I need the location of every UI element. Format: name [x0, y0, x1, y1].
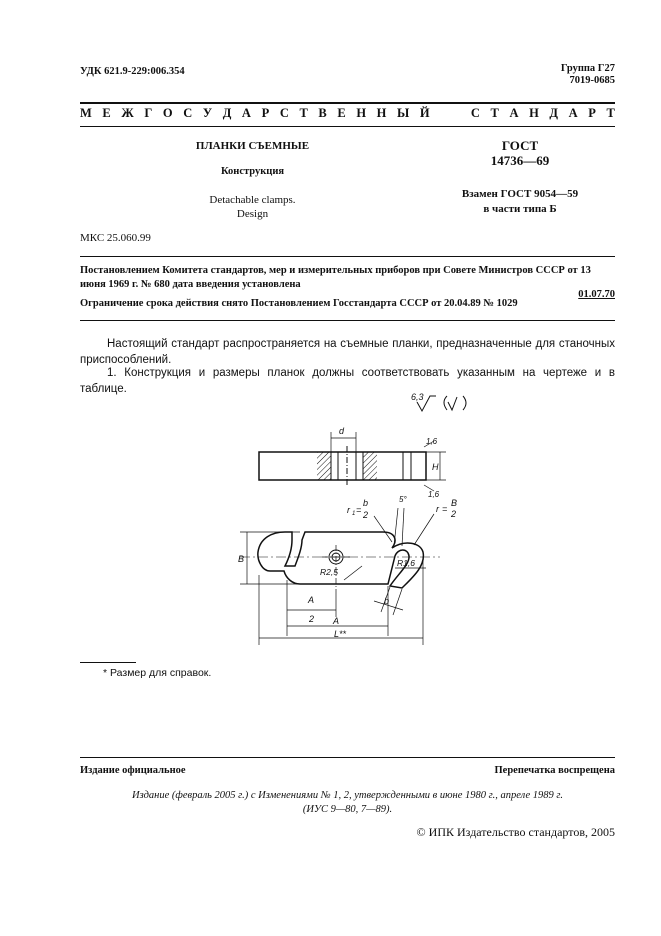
standard-subtitle: Конструкция — [220, 166, 285, 177]
interstate-letter: Т — [606, 106, 615, 120]
interstate-letter: Д — [549, 106, 559, 120]
footnote-rule — [80, 662, 136, 663]
introduction-date: 01.07.70 — [578, 289, 615, 300]
gost-label: ГОСТ — [501, 138, 539, 153]
dim-H: H — [432, 462, 439, 472]
interstate-letter: С — [279, 106, 289, 120]
standard-title: ПЛАНКИ СЪЕМНЫЕ — [195, 140, 310, 152]
radius-r1-sub: 1 — [352, 511, 356, 517]
radius-r1-eq: = — [356, 505, 362, 515]
paragraph-clause-1: 1. Конструкция и размеры планок должны соответствовать указанным на чертеже и в таблице. — [80, 367, 615, 395]
gost-code: 14736—69 — [490, 153, 550, 168]
official-edition: Издание официальное — [80, 765, 186, 776]
interstate-letter: А — [241, 106, 251, 120]
interstate-letter: С — [470, 106, 480, 120]
interstate-letter: Д — [222, 106, 232, 120]
interstate-letter: Р — [588, 106, 596, 120]
angle-5deg: 5° — [399, 495, 407, 504]
replaces-line1: Взамен ГОСТ 9054—59 — [461, 188, 579, 200]
radius-1-6: R1,6 — [397, 558, 415, 568]
resolution-text: Постановлением Комитета стандартов, мер и измерительных приборов при Совете Министров СССР от 13 июня 1969 г. № 680 дата введения установлена — [80, 265, 591, 290]
plan-view — [240, 508, 440, 645]
interstate-letter: Т — [490, 106, 499, 120]
interstate-letter: А — [568, 106, 578, 120]
interstate-letter: А — [509, 106, 519, 120]
replaces-line2: в части типа Б — [483, 203, 557, 215]
radius-2-5: R2,5 — [320, 567, 338, 577]
interstate-letter: Н — [376, 106, 387, 120]
edition-note — [80, 789, 615, 817]
roughness-value: 6,3 — [411, 392, 424, 402]
interstate-letter: Т — [299, 106, 308, 120]
limit-removal-text: Ограничение срока действия снято Постановлением Госстандарта СССР от 20.04.89 № 1029 — [80, 298, 518, 309]
interstate-letter: О — [162, 106, 173, 120]
interstate-letter: С — [183, 106, 193, 120]
okp-code: 7019-0685 — [569, 75, 615, 86]
radius-r1: r — [347, 505, 350, 515]
udk-code: УДК 621.9-229:006.354 — [80, 66, 185, 77]
dim-B: B — [238, 554, 245, 564]
interstate-letter: Е — [337, 106, 346, 120]
paragraph-scope: Настоящий стандарт распространяется на съемные планки, предназначенные для станочных приспособлений. — [80, 338, 615, 366]
dim-A-half-den: 2 — [309, 614, 315, 624]
title-en-line1: Detachable clamps. — [209, 194, 296, 206]
interstate-letter: В — [318, 106, 327, 120]
dim-b: b — [384, 596, 390, 606]
dim-L: L** — [334, 629, 347, 639]
copyright: © ИПК Издательство стандартов, 2005 — [416, 825, 615, 839]
interstate-letter: Е — [102, 106, 111, 120]
group-code: Группа Г27 — [560, 63, 615, 74]
chamfer-bottom: 1,6 — [428, 490, 440, 499]
interstate-letter: М — [80, 106, 92, 120]
dim-A-half-num: A — [308, 595, 315, 605]
interstate-letter: Н — [529, 106, 539, 120]
side-view — [259, 432, 446, 491]
radius-r-eq: = — [442, 504, 448, 514]
edition-line2: (ИУС 9—80, 7—89). — [302, 804, 393, 815]
radius-r1-num: b — [363, 498, 369, 508]
footer-rule — [80, 757, 615, 758]
interstate-letter: Р — [261, 106, 270, 120]
interstate-letter: Й — [419, 106, 430, 120]
reprint-prohibited: Перепечатка воспрещена — [494, 765, 615, 776]
dim-A: A — [333, 616, 340, 626]
interstate-letter: Г — [144, 106, 153, 120]
chamfer-top: 1,6 — [426, 437, 438, 446]
interstate-letter: Н — [356, 106, 367, 120]
edition-line1: Издание (февраль 2005 г.) с Изменениями № 1, 2, утвержденными в июне 1980 г., апреле 1989 г. — [132, 790, 563, 801]
radius-r-num: B — [451, 498, 458, 508]
mks-code: МКС 25.060.99 — [80, 232, 151, 244]
radius-r-den: 2 — [451, 509, 457, 519]
interstate-letter: У — [202, 106, 213, 120]
title-en-line2: Design — [236, 208, 269, 220]
interstate-letter: Ы — [397, 106, 410, 120]
radius-r1-den: 2 — [363, 510, 369, 520]
roughness-symbol — [417, 396, 466, 411]
radius-r: r — [436, 504, 439, 514]
dim-d: d — [339, 426, 345, 436]
interstate-letter: Ж — [121, 106, 134, 120]
footnote: * Размер для справок. — [103, 667, 212, 679]
